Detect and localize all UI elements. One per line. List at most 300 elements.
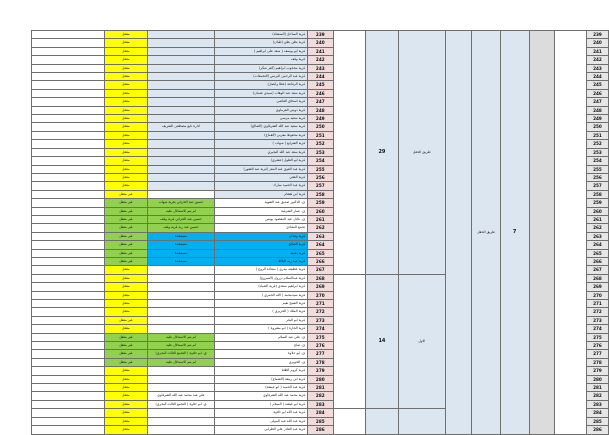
village-name-cell: قرية الفقي [215,173,308,181]
village-name-cell: قرية الصالح [215,241,308,249]
village-number-cell: 268 [307,274,333,282]
village-name-cell: قرية عطيفه بيدري ( سعادة الروح ) [215,266,308,274]
blank-cell [32,98,105,106]
blank-cell [32,375,105,383]
note-cell [147,173,215,181]
blank-cell [32,291,105,299]
village-number-cell: 259 [307,199,333,207]
village-number-cell: 278 [307,358,333,366]
status-cell: غير مفعل [104,316,147,324]
village-name-cell: قرية عبد القادر علي الطرابي [215,426,308,434]
village-number-cell: 264 [307,241,333,249]
blank-cell [32,274,105,282]
row-index-cell: 273 [586,316,608,324]
status-cell: مفعل [104,148,147,156]
note-cell: حسين عبد ربه قرية وقف [147,224,215,232]
row-index-cell: 274 [586,325,608,333]
village-number-cell: 271 [307,300,333,308]
row-index-cell: 254 [586,157,608,165]
village-name-cell: قرية محجوب ابراهيم (كفر شكر) [215,64,308,72]
row-index-cell: 264 [586,241,608,249]
row-index-cell: 269 [586,283,608,291]
note-cell [147,115,215,123]
village-name-cell: قرية الساحل (المنشاه) [215,31,308,39]
status-cell: مفعل [104,73,147,81]
village-number-cell: 253 [307,148,333,156]
note-cell [147,409,215,417]
status-cell: غير مفعل [104,224,147,232]
row-index-cell: 266 [586,257,608,265]
row-index-cell: 245 [586,81,608,89]
note-cell: حسين عبد الحراني بقرية شهاب [147,199,215,207]
village-number-cell: 245 [307,81,333,89]
row-index-cell: 276 [586,342,608,350]
status-cell: مفعل [104,400,147,408]
status-cell: مفعل [104,375,147,383]
row-index-cell: 260 [586,207,608,215]
village-name-cell: قرية وهدان [215,232,308,240]
note-cell [147,148,215,156]
blank-cell [32,148,105,156]
village-name-cell: قرية محمد عبد الله الشرقاوي [215,392,308,400]
status-cell: مفعل [104,157,147,165]
village-number-cell: 269 [307,283,333,291]
blank-cell [32,140,105,148]
village-name-cell: قرية ابو البحر [215,316,308,324]
row-index-cell: 244 [586,73,608,81]
blank-cell [32,73,105,81]
row-index-cell: 252 [586,140,608,148]
village-number-cell: 241 [307,47,333,55]
row-index-cell: 286 [586,426,608,434]
blank-cell [32,165,105,173]
status-cell: غير مفعل [104,257,147,265]
note-cell: لم يتم الاستدلال عليه [147,207,215,215]
village-number-cell: 265 [307,249,333,257]
note-cell [147,56,215,64]
note-cell: علي عبد محمد عبد الله الشرقاوي [147,392,215,400]
village-name-cell: قرية كروم الطلة [215,367,308,375]
village-name-cell: قرية ابراهيم سعدي (قرية الصياد) [215,283,308,291]
village-number-cell: 254 [307,157,333,165]
blank-cell [32,115,105,123]
village-number-cell: 282 [307,392,333,400]
village-name-cell: ق. صاغ [215,342,308,350]
village-number-cell: 280 [307,375,333,383]
status-cell: غير مفعل [104,190,147,198]
note-cell [147,165,215,173]
village-name-cell: قرية وقف [215,56,308,64]
village-table-body [32,31,609,435]
zone-divider-cell [529,31,554,435]
blank-cell [32,266,105,274]
zone-number-cell: 7 [500,31,529,435]
village-number-cell: 272 [307,308,333,316]
status-cell: مفعل [104,417,147,425]
row-index-cell: 278 [586,358,608,366]
row-index-cell: 247 [586,98,608,106]
note-cell [147,31,215,39]
table-row [32,31,609,39]
status-cell: غير مفعل [104,215,147,223]
note-cell [147,316,215,324]
status-cell: غير مفعل [104,333,147,341]
row-index-cell: 246 [586,89,608,97]
village-name-cell: قرية دهيبة [215,249,308,257]
status-cell: مفعل [104,325,147,333]
note-cell [147,283,215,291]
blank-cell [32,367,105,375]
status-cell: مفعل [104,123,147,131]
row-index-cell: 249 [586,115,608,123]
village-number-cell: 252 [307,140,333,148]
row-index-cell: 250 [586,123,608,131]
group-count-cell [365,409,398,434]
row-index-cell: 265 [586,249,608,257]
village-number-cell: 279 [307,367,333,375]
village-number-cell: 246 [307,89,333,97]
blank-cell [32,47,105,55]
blank-cell [32,342,105,350]
row-index-cell: 240 [586,39,608,47]
note-cell [147,375,215,383]
status-cell: مفعل [104,392,147,400]
row-index-cell: 282 [586,392,608,400]
status-cell: مفعل [104,64,147,72]
status-cell: غير مفعل [104,241,147,249]
blank-cell [32,31,105,39]
village-name-cell: قرية الشرايع ( شهاب ) [215,140,308,148]
blank-cell [32,384,105,392]
village-name-cell: قرية سعيد عبد الله الشرقاوي (الصالح) [215,123,308,131]
village-name-cell: قرية ابن ربيعة (الشماع) [215,375,308,383]
blank-cell [32,89,105,97]
row-index-cell: 281 [586,384,608,392]
blank-cell [32,308,105,316]
village-name-cell: قرية عبد الله عبد المولى [215,417,308,425]
note-cell [147,384,215,392]
village-number-cell: 270 [307,291,333,299]
village-name-cell: قرية عبد الله ابو حلاوة [215,409,308,417]
village-number-cell: 284 [307,409,333,417]
row-index-cell: 261 [586,215,608,223]
row-index-cell: 263 [586,232,608,240]
note-cell [147,106,215,114]
group-name-cell: طريق الحقل [398,31,445,275]
blank-cell [32,173,105,181]
village-name-cell: ق. عادل عبد المقصود يونس [215,215,308,223]
blank-cell [32,358,105,366]
village-number-cell: 239 [307,31,333,39]
village-name-cell: قرية عبد ربه البلاط [215,257,308,265]
village-name-cell: ق. الدكتور صديق عبد الشهيد [215,199,308,207]
row-index-cell: 257 [586,182,608,190]
note-cell [147,131,215,139]
village-number-cell: 263 [307,232,333,240]
village-number-cell: 281 [307,384,333,392]
village-name-cell: قرية بطن بطن (طبان) [215,39,308,47]
district-name-cell: طريق الحقل [472,31,500,435]
blank-cell [32,199,105,207]
blank-cell [32,409,105,417]
row-index-cell: 251 [586,131,608,139]
blank-cell [32,106,105,114]
village-number-cell: 257 [307,182,333,190]
village-number-cell: 240 [307,39,333,47]
group-count-cell: 29 [365,31,398,275]
village-name-cell: قرية الحارة ( ابو مشروة ) [215,325,308,333]
village-number-cell: 277 [307,350,333,358]
row-index-cell: 243 [586,64,608,72]
row-index-cell: 259 [586,199,608,207]
status-cell: مفعل [104,308,147,316]
note-cell: مستبعدة [147,249,215,257]
note-cell: ق. ابو حلاوة ( التجمع الثالث البحري) [147,350,215,358]
note-cell [147,47,215,55]
status-cell: غير مفعل [104,232,147,240]
blank-cell [32,215,105,223]
village-number-cell: 242 [307,56,333,64]
village-name-cell: قرية الرفاعة (عطا وانصار) [215,81,308,89]
blank-cell [32,232,105,240]
status-cell: مفعل [104,39,147,47]
row-index-cell: 253 [586,148,608,156]
note-cell: مستبعدة [147,241,215,249]
village-name-cell: قرية الشيخ نعيم [215,300,308,308]
village-number-cell: 262 [307,224,333,232]
status-cell: غير مفعل [104,358,147,366]
row-index-cell: 255 [586,165,608,173]
blank-cell [32,64,105,72]
village-name-cell: قرية اسحاق القاضي [215,98,308,106]
row-index-cell: 275 [586,333,608,341]
village-number-cell: 273 [307,316,333,324]
village-table [31,30,609,435]
status-cell: مفعل [104,291,147,299]
row-index-cell: 284 [586,409,608,417]
village-name-cell: ق. ابو حلاوة [215,350,308,358]
village-name-cell: قرية سعد عبد الله البحيري [215,148,308,156]
village-number-cell: 258 [307,190,333,198]
village-number-cell: 267 [307,266,333,274]
village-name-cell: قرية عبد الحميد مبارك [215,182,308,190]
note-cell [147,325,215,333]
village-name-cell: قرية محفوظ مغربي (القماح) [215,131,308,139]
row-index-cell: 279 [586,367,608,375]
group-count-cell: 14 [365,274,398,409]
status-cell: مفعل [104,173,147,181]
village-name-cell: قرية ابو يوسف ( سعد على ابراهيم ) [215,47,308,55]
village-number-cell: 249 [307,115,333,123]
village-number-cell: 244 [307,73,333,81]
status-cell: غير مفعل [104,342,147,350]
status-cell: مفعل [104,266,147,274]
blank-cell [32,123,105,131]
note-cell: ق. ابو حلاوة ( التجمع الثالث البحري) [147,400,215,408]
blank-cell [32,300,105,308]
village-name-cell: تجمع المعادي [215,224,308,232]
status-cell: مفعل [104,384,147,392]
row-index-cell: 283 [586,400,608,408]
status-cell: غير مفعل [104,249,147,257]
note-cell [147,308,215,316]
village-name-cell: قرية عبدالسلام نزرول (التبيروج) [215,274,308,282]
note-cell [147,367,215,375]
status-cell: مفعل [104,426,147,434]
note-cell [147,274,215,282]
village-name-cell: قرية ابو الطول (عشري) [215,157,308,165]
status-cell: مفعل [104,140,147,148]
blank-cell [32,241,105,249]
village-number-cell: 285 [307,417,333,425]
blank-cell [32,81,105,89]
blank-cell [32,207,105,215]
village-name-cell: قرية سعيد مرسي [215,115,308,123]
status-cell: مفعل [104,47,147,55]
blank-cell [32,325,105,333]
status-cell: مفعل [104,409,147,417]
village-number-cell: 247 [307,98,333,106]
status-cell: مفعل [104,300,147,308]
note-cell [147,182,215,190]
row-index-cell: 239 [586,31,608,39]
note-cell [147,417,215,425]
village-name-cell: قرية ابو عيشه ( السلام ) [215,400,308,408]
status-cell: مفعل [104,283,147,291]
note-cell [147,300,215,308]
note-cell [147,266,215,274]
note-cell: لم يتم الاستدلال عليه [147,358,215,366]
village-number-cell: 274 [307,325,333,333]
note-cell [147,190,215,198]
blank-cell [32,190,105,198]
blank-cell [32,350,105,358]
note-cell [147,140,215,148]
row-index-cell: 262 [586,224,608,232]
blank-cell [32,224,105,232]
status-cell: مفعل [104,81,147,89]
note-cell: حسين عبد الحراني قرية وقف [147,215,215,223]
district-spacer-cell [445,31,472,435]
row-index-cell: 241 [586,47,608,55]
blank-cell [32,283,105,291]
group-gap-cell [333,274,365,409]
village-name-cell: قرية الملك ( الحريري ) [215,308,308,316]
village-number-cell: 283 [307,400,333,408]
status-cell: مفعل [104,56,147,64]
status-cell: مفعل [104,89,147,97]
village-number-cell: 256 [307,173,333,181]
row-index-cell: 285 [586,417,608,425]
blank-cell [32,131,105,139]
row-index-cell: 258 [586,190,608,198]
row-index-cell: 270 [586,291,608,299]
village-number-cell: 248 [307,106,333,114]
village-number-cell: 286 [307,426,333,434]
blank-cell [32,316,105,324]
group-name-cell [398,409,445,434]
row-index-cell: 248 [586,106,608,114]
village-number-cell: 243 [307,64,333,72]
note-cell [147,64,215,72]
village-name-cell: قرية سعد عبد الوهاب (سيدي عثمان) [215,89,308,97]
village-name-cell: ق. علي عبد السلام [215,333,308,341]
row-index-cell: 271 [586,300,608,308]
row-index-cell: 256 [586,173,608,181]
row-index-cell: 242 [586,56,608,64]
blank-cell [32,182,105,190]
status-cell: مفعل [104,106,147,114]
note-cell [147,81,215,89]
village-name-cell: قرية عبد القوي عبد المعز (قرية عبد الغفور) [215,165,308,173]
village-number-cell: 261 [307,215,333,223]
zone-blank-cell [554,31,586,435]
status-cell: غير مفعل [104,207,147,215]
row-index-cell: 268 [586,274,608,282]
village-number-cell: 266 [307,257,333,265]
village-name-cell: قرية دويني الفرماوي [215,106,308,114]
note-cell: مستبعدة [147,232,215,240]
note-cell: مستبعدة [147,257,215,265]
status-cell: غير مفعل [104,199,147,207]
village-number-cell: 260 [307,207,333,215]
village-name-cell: ق. عمار الشرقية [215,207,308,215]
village-name-cell: ق. الحويري [215,358,308,366]
row-index-cell: 267 [586,266,608,274]
village-number-cell: 251 [307,131,333,139]
blank-cell [32,392,105,400]
blank-cell [32,257,105,265]
group-gap-cell [333,31,365,275]
village-name-cell: قرية ابن هشام [215,190,308,198]
status-cell: غير مفعل [104,350,147,358]
note-cell: ادارة تابع مصطفى الشريف [147,123,215,131]
status-cell: مفعل [104,182,147,190]
note-cell: لم يتم الاستدلال عليه [147,342,215,350]
note-cell [147,73,215,81]
note-cell [147,39,215,47]
status-cell: مفعل [104,367,147,375]
village-name-cell: قرية سيدمحمد ( الله الحمري ) [215,291,308,299]
status-cell: مفعل [104,131,147,139]
village-name-cell: قرية عبد الرحمن البرنس (التجمعات) [215,73,308,81]
village-number-cell: 255 [307,165,333,173]
blank-cell [32,39,105,47]
note-cell [147,157,215,165]
row-index-cell: 272 [586,308,608,316]
status-cell: مفعل [104,274,147,282]
blank-cell [32,157,105,165]
note-cell [147,291,215,299]
blank-cell [32,249,105,257]
note-cell [147,98,215,106]
blank-cell [32,56,105,64]
note-cell: لم يتم الاستدلال عليه [147,333,215,341]
note-cell [147,89,215,97]
status-cell: مفعل [104,31,147,39]
row-index-cell: 277 [586,350,608,358]
group-name-cell: الاول [398,274,445,409]
blank-cell [32,333,105,341]
status-cell: مفعل [104,165,147,173]
status-cell: مفعل [104,98,147,106]
blank-cell [32,417,105,425]
row-index-cell: 280 [586,375,608,383]
village-name-cell: قرية عبد الحميد ( ابو عيشة) [215,384,308,392]
village-number-cell: 275 [307,333,333,341]
blank-cell [32,400,105,408]
group-gap-cell [333,409,365,434]
